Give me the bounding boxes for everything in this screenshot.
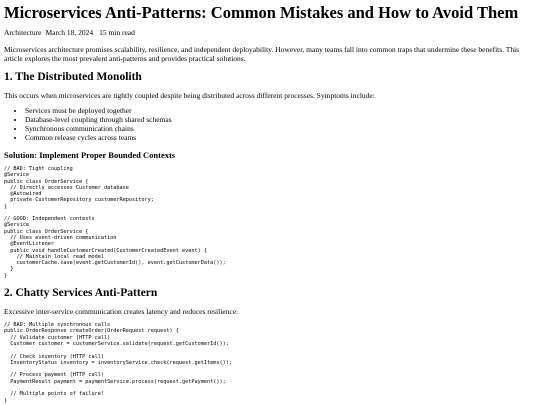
section-text: This occurs when microservices are tightly coupled despite being distributed across different processes. Symptoms include:: [4, 91, 375, 100]
section-heading-distributed-monolith: 1. The Distributed Monolith: [4, 71, 142, 83]
article-read-time: 15 min read: [99, 28, 135, 37]
code-block-bad-sync-calls: // BAD: Multiple synchronous calls public OrderResponse createOrder(OrderRequest request) { // Validate customer (HTTP call) Customer customer = customerService.validate(request.getCustomerId()); // Check inventory (HTTP call) InventoryStatus inventory = inventoryService.check(request.getItems()); // Process payment (HTTP call) PaymentResult payment = paymentService.process(request.getPayment()); // Multiple points of failure! }: [4, 322, 232, 404]
code-block-bad-coupling: // BAD: Tight coupling @Service public class OrderService { // Directly accesses Customer database @Autowired private CustomerRepository customerRepository; }: [4, 166, 154, 210]
section-heading-chatty-services: 2. Chatty Services Anti-Pattern: [4, 287, 158, 300]
list-item: • Synchronous communication chains: [25, 124, 536, 133]
article-category: Architecture: [4, 28, 42, 37]
solution-heading: Solution: Implement Proper Bounded Contexts: [4, 150, 176, 160]
list-item: • Common release cycles across teams: [25, 133, 536, 142]
article-title: Microservices Anti-Patterns: Common Mistakes and How to Avoid Them: [4, 3, 519, 22]
code-block-good-contexts: // GOOD: Independent contexts @Service public class OrderService { // Uses event-driven communication @EventListener public void handleCustomerCreated(CustomerCreatedEvent event) { // Maintain local read model customerCache.save(event.getCustomerId(), event.getCustomerData()); } }: [4, 216, 226, 279]
section-text: Excessive inter-service communication creates latency and reduces resilience:: [4, 307, 239, 317]
list-item: • Database-level coupling through shared schemas: [25, 115, 536, 124]
article-meta: [4, 28, 536, 37]
article-date: March 18, 2024: [45, 28, 94, 37]
article-intro: Microservices architecture promises scalability, resilience, and independent deployability. However, many teams fall into common traps that undermine these benefits. This article explores the most prevalent anti-patterns and provides practical solutions.: [4, 45, 520, 63]
list-item: • Services must be deployed together: [25, 106, 536, 115]
symptoms-list: [4, 106, 536, 142]
